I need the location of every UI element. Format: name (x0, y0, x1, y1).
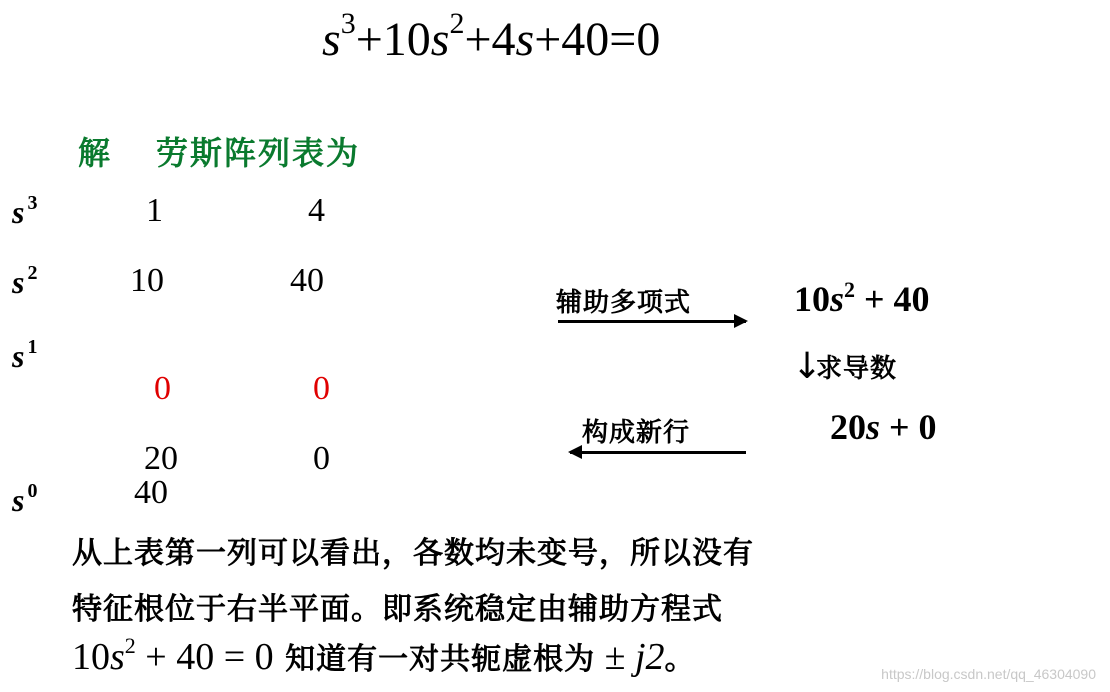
conclusion-line-1: 从上表第一列可以看出，各数均未变号，所以没有 (72, 536, 754, 571)
eq-term-s3-base: s (322, 13, 341, 66)
cell-s3-c1: 1 (146, 192, 163, 229)
heading-prefix: 解 (78, 134, 113, 172)
characteristic-equation (322, 7, 661, 67)
right-arrow-icon (558, 320, 746, 323)
cell-s1-zero-c2: 0 (313, 370, 330, 407)
watermark: https://blog.csdn.net/qq_46304090 (881, 666, 1096, 682)
derivative-label: 求导数 (816, 354, 898, 384)
auxiliary-equation: $10s^2 + 40 = 0$ (72, 633, 274, 678)
eq-op1: +10 (355, 13, 431, 66)
solution-heading (78, 128, 360, 174)
heading-title: 劳斯阵列表为 (156, 134, 361, 172)
cell-s2-c1: 10 (130, 262, 164, 299)
cell-s1-zero-c1: 0 (154, 370, 171, 407)
eq-tail: +40=0 (534, 13, 661, 66)
row-label-s1: s $^1$ (12, 336, 38, 374)
roots-pm: ± (595, 636, 635, 678)
eq-term-s2-exp: 2 (449, 7, 465, 40)
eq-term-s2-base: s (430, 13, 450, 66)
auxiliary-polynomial: $10s^2 + 40$ (794, 277, 930, 319)
conclusion-line-3 (72, 634, 696, 679)
cell-s0-c1: 40 (134, 474, 168, 511)
row-label-s2: s $^2$ (12, 262, 38, 300)
cell-s3-c2: 4 (308, 192, 325, 229)
eq-term-s1-base: s (515, 13, 535, 66)
left-arrow-icon (570, 451, 746, 454)
conclusion-text-after: 知道有一对共轭虚根为 (273, 642, 596, 677)
new-row-label: 构成新行 (582, 418, 691, 448)
end-mark: 。 (664, 642, 696, 677)
eq-term-s3-exp: 3 (340, 7, 356, 40)
roots-value: j2 (634, 636, 665, 678)
cell-s1-c1: 20 (144, 440, 178, 477)
down-arrow-icon: ↓ (792, 346, 823, 387)
row-label-s0: s $^0$ (12, 480, 38, 518)
derivative-polynomial: 20s + 0 (830, 407, 937, 447)
row-label-s3: s $^3$ (12, 192, 38, 230)
auxiliary-polynomial-label: 辅助多项式 (556, 288, 692, 318)
cell-s2-c2: 40 (290, 262, 324, 299)
cell-s1-c2: 0 (313, 440, 330, 477)
eq-op2: +4 (464, 13, 516, 66)
conclusion-line-2: 特征根位于右半平面。即系统稳定由辅助方程式 (72, 592, 723, 627)
